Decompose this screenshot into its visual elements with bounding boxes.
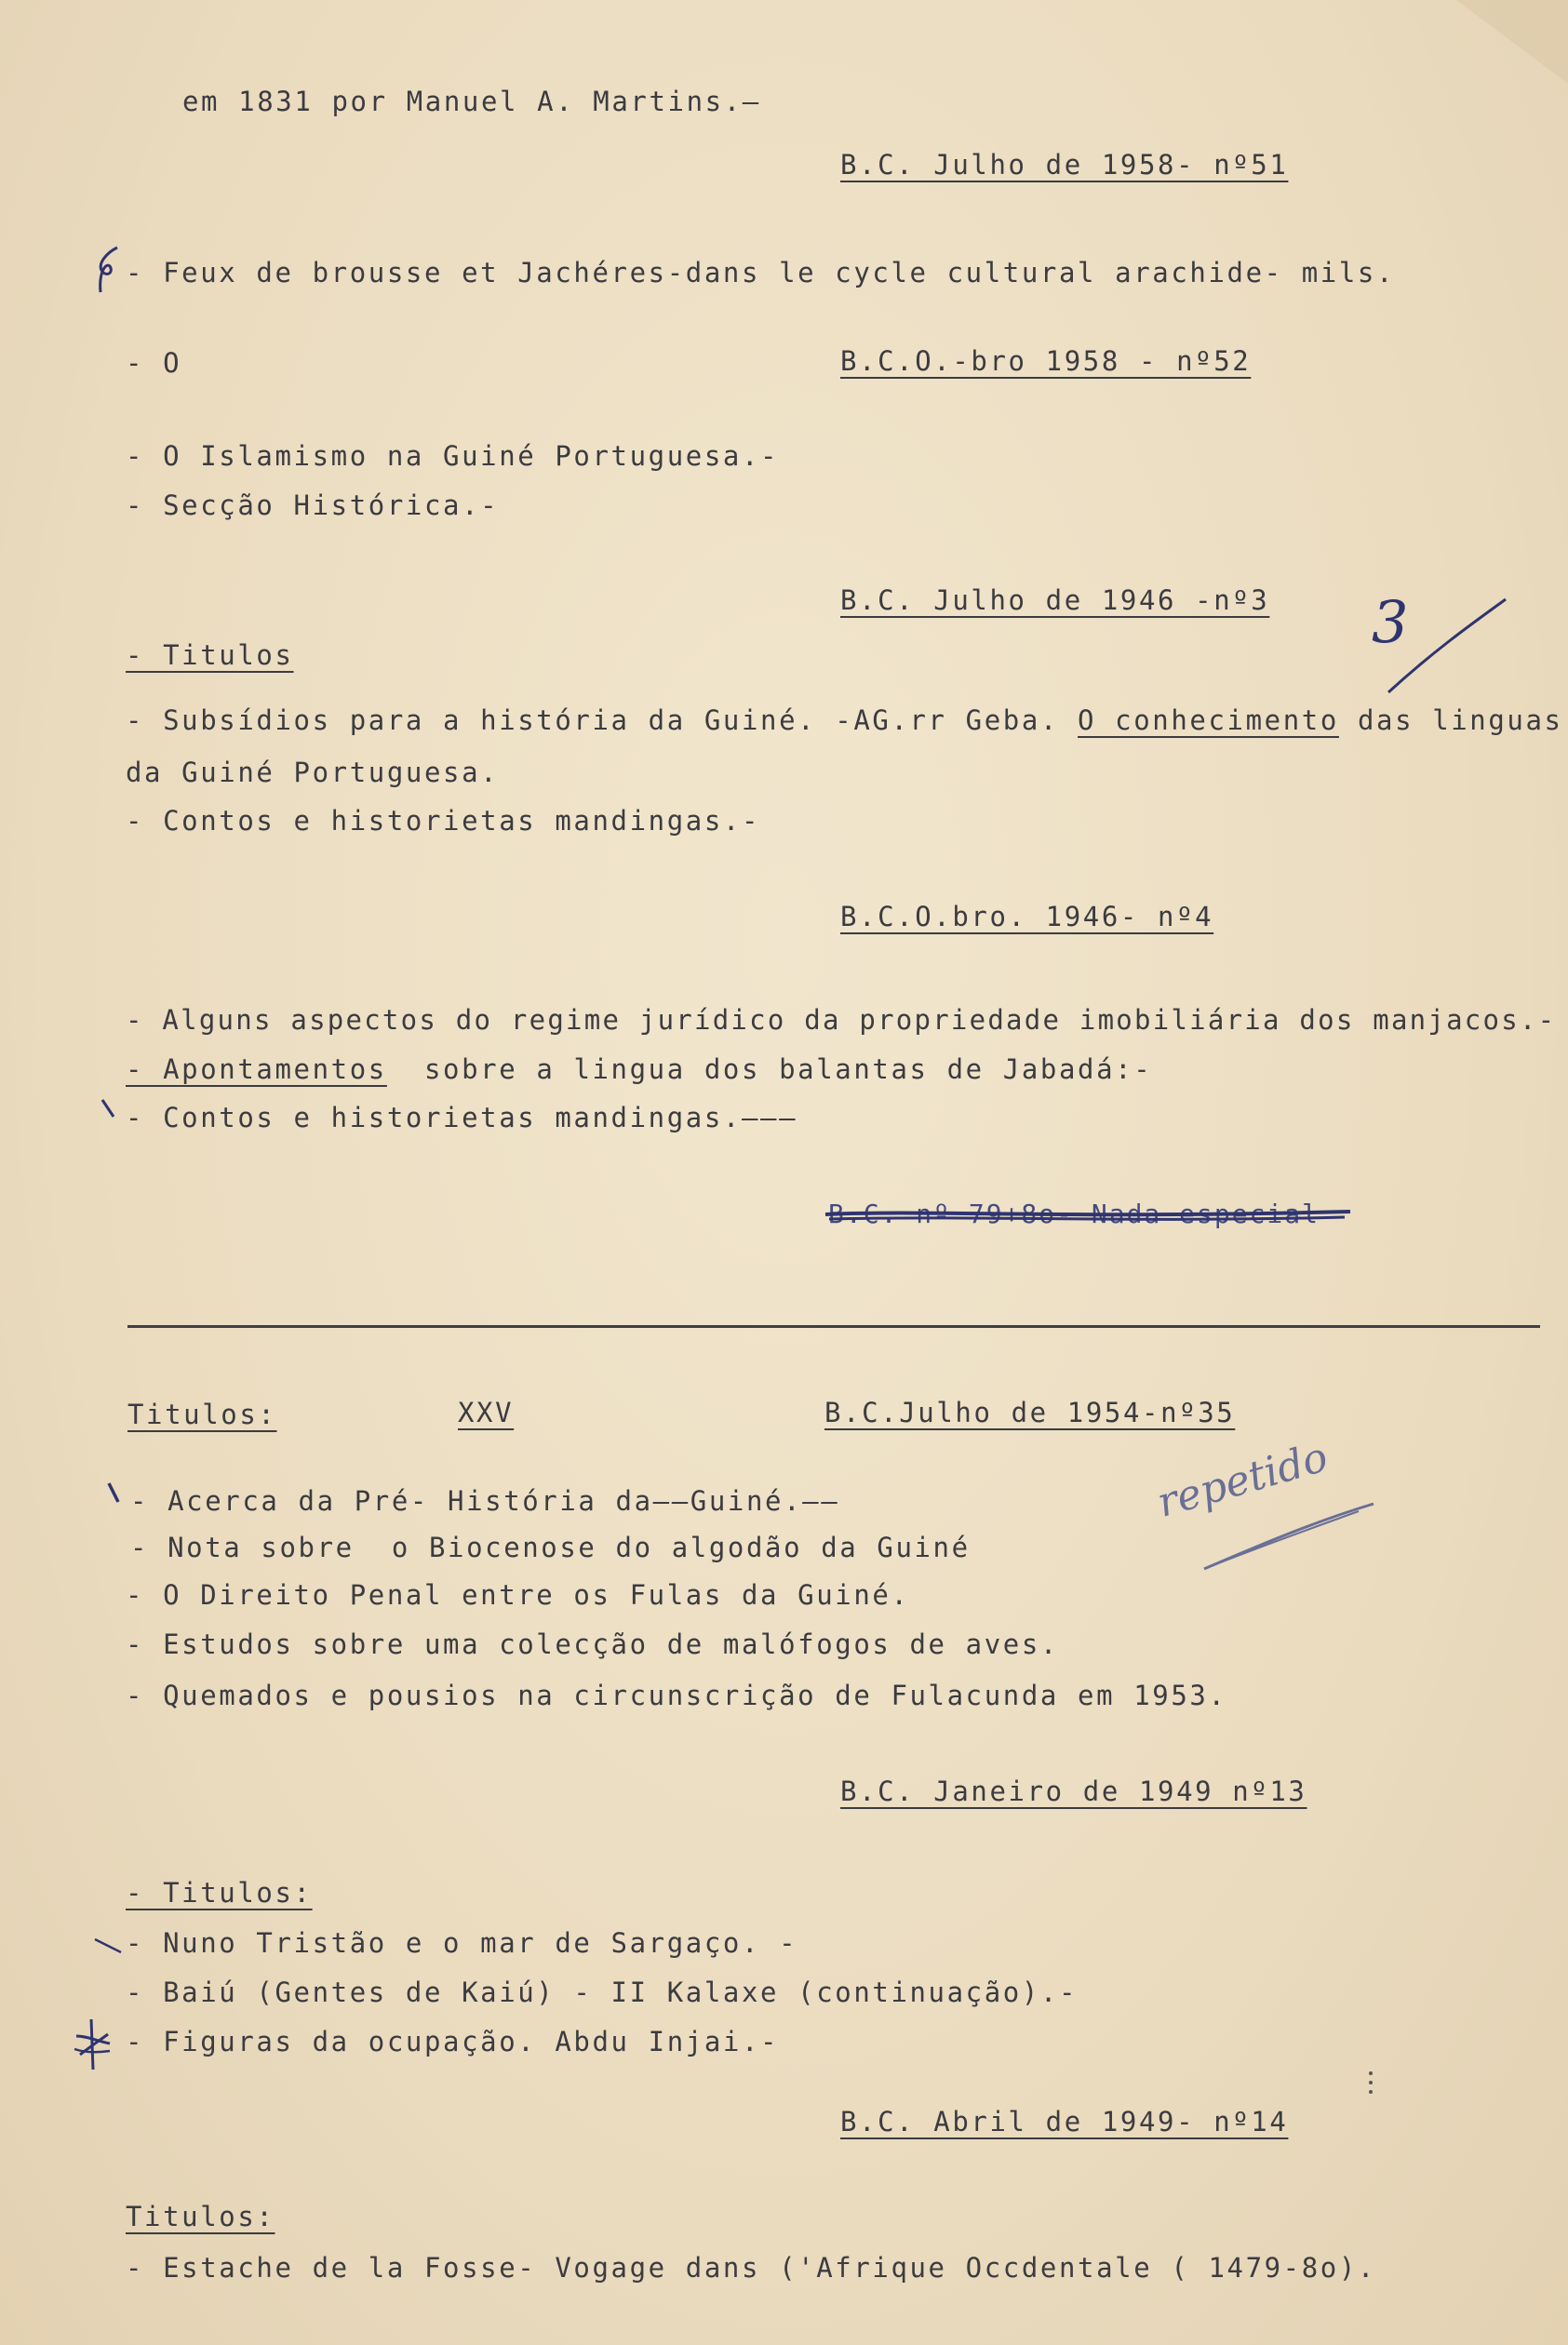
text-line: - Contos e historietas mandingas.——— (126, 1102, 798, 1133)
bulletin-heading: B.C. Abril de 1949- nº14 (840, 2106, 1289, 2137)
text-line: - O (126, 347, 182, 379)
section-label: Titulos: (127, 1399, 277, 1430)
checkmark-icon (89, 244, 127, 296)
text-line: da Guiné Portuguesa. (126, 757, 500, 788)
text-line: - Alguns aspectos do regime jurídico da propriedade imobiliária dos manjacos.- (126, 1004, 1557, 1036)
struck-out-note: B.C. nº 79+8o- Nada especial (828, 1199, 1320, 1229)
tick-mark-icon (105, 1481, 124, 1506)
bulletin-heading: B.C. Julho de 1958- nº51 (840, 149, 1289, 181)
bulletin-heading: B.C.Julho de 1954-nº35 (824, 1397, 1236, 1428)
strike-through-ink (824, 1206, 1352, 1225)
text-segment: das linguas (1338, 704, 1563, 736)
text-line: - Contos e historietas mandingas.- (126, 805, 761, 837)
text-line: em 1831 por Manuel A. Martins.— (182, 86, 761, 117)
volume-number: XXV (458, 1397, 515, 1428)
bulletin-heading: B.C.O.bro. 1946- nº4 (840, 901, 1214, 932)
section-label: - Titulos (126, 639, 294, 671)
text-line (126, 1053, 1153, 1085)
stray-mark (1366, 2070, 1375, 2097)
text-line: - Secção Histórica.- (126, 489, 500, 521)
text-line: - Estudos sobre uma colecção de malófogos de aves. (126, 1628, 1059, 1660)
underlined-title: O conhecimento (1078, 704, 1339, 736)
text-line: - Baiú (Gentes de Kaiú) - II Kalaxe (continuação).- (126, 1976, 1079, 2008)
folded-corner (1456, 0, 1568, 84)
text-line (126, 704, 1563, 736)
text-line: - Acerca da Pré- História da——Guiné.—— (130, 1485, 840, 1517)
handwritten-number: 3 (1372, 588, 1409, 656)
section-divider (127, 1325, 1540, 1328)
text-line: - Feux de brousse et Jachéres-dans le cycle cultural arachide- mils. (126, 257, 1396, 288)
text-line: - Quemados e pousios na circunscrição de Fulacunda em 1953. (126, 1680, 1227, 1711)
underline-stroke (1200, 1500, 1377, 1574)
section-label: - Titulos: (126, 1877, 313, 1909)
bulletin-heading: B.C. Julho de 1946 -nº3 (840, 584, 1270, 616)
text-line: - Nota sobre o Biocenose do algodão da Guiné (130, 1532, 971, 1563)
bulletin-heading: B.C.O.-bro 1958 - nº52 (840, 345, 1252, 377)
underlined-title: - Apontamentos (126, 1053, 387, 1085)
text-line: - Nuno Tristão e o mar de Sargaço. - (126, 1927, 798, 1959)
tick-mark-icon (101, 1098, 119, 1120)
handwritten-note: repetido (1151, 1433, 1333, 1527)
section-label: Titulos: (126, 2201, 275, 2232)
asterisk-mark-icon (69, 2016, 115, 2073)
text-line: - O Direito Penal entre os Fulas da Guiné. (126, 1579, 910, 1611)
bulletin-heading: B.C. Janeiro de 1949 nº13 (840, 1776, 1307, 1807)
text-line: - O Islamismo na Guiné Portuguesa.- (126, 440, 780, 472)
text-line: - Estache de la Fosse- Vogage dans ('Afrique Occdentale ( 1479-8o). (126, 2252, 1376, 2284)
slash-mark-icon (1383, 596, 1509, 698)
text-segment: sobre a lingua dos balantas de Jabadá:- (386, 1053, 1153, 1085)
text-line: - Figuras da ocupação. Abdu Injai.- (126, 2026, 780, 2057)
tick-mark-icon (93, 1936, 125, 1956)
text-segment: - Subsídios para a história da Guiné. -AG.rr Geba. (126, 704, 1079, 736)
